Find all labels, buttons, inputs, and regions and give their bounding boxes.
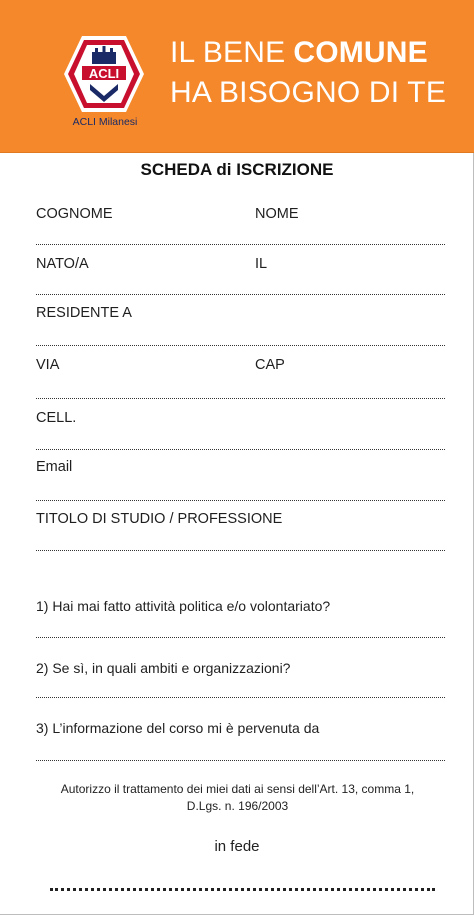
question-2: 2) Se sì, in quali ambiti e organizzazioni? (36, 660, 291, 676)
headline-regular: IL BENE (170, 36, 286, 69)
answer-line-1[interactable] (36, 637, 445, 638)
label-cell: CELL. (36, 410, 77, 426)
label-email: Email (36, 459, 73, 475)
field-line-residente[interactable] (36, 345, 445, 346)
label-il: IL (255, 256, 268, 272)
label-cognome: COGNOME (36, 206, 113, 222)
question-1: 1) Hai mai fatto attività politica e/o volontariato? (36, 598, 331, 614)
label-via: VIA (36, 357, 60, 373)
field-line-nato-il[interactable] (36, 294, 445, 295)
headline-line2: HA BISOGNO DI TE (170, 76, 447, 109)
field-line-titolo[interactable] (36, 550, 445, 551)
answer-line-2[interactable] (36, 697, 445, 698)
logo-caption: ACLI Milanesi (72, 116, 138, 128)
privacy-consent (30, 781, 445, 815)
consent-line-1: Autorizzo il trattamento dei miei dati ai sensi dell’Art. 13, comma 1, (60, 782, 415, 796)
label-residente: RESIDENTE A (36, 305, 132, 321)
label-nome: NOME (255, 206, 299, 222)
question-3: 3) L’informazione del corso mi è pervenuta da (36, 720, 320, 736)
signature-label: in fede (214, 838, 260, 855)
logo-text: ACLI (88, 66, 120, 81)
label-titolo: TITOLO DI STUDIO / PROFESSIONE (36, 511, 283, 527)
label-cap: CAP (255, 357, 285, 373)
field-line-email[interactable] (36, 500, 445, 501)
signature-line[interactable] (50, 888, 435, 891)
acli-emblem-icon (62, 34, 146, 114)
field-line-via-cap[interactable] (36, 398, 445, 399)
label-nato: NATO/A (36, 256, 89, 272)
field-line-cell[interactable] (36, 449, 445, 450)
header-banner (0, 0, 474, 153)
consent-line-2: D.Lgs. n. 196/2003 (186, 799, 289, 813)
answer-line-3[interactable] (36, 760, 445, 761)
field-line-cognome-nome[interactable] (36, 244, 445, 245)
headline-bold: COMUNE (293, 36, 428, 69)
form-title: SCHEDA di ISCRIZIONE (140, 160, 334, 179)
headline (170, 33, 446, 113)
acli-logo (50, 34, 160, 134)
